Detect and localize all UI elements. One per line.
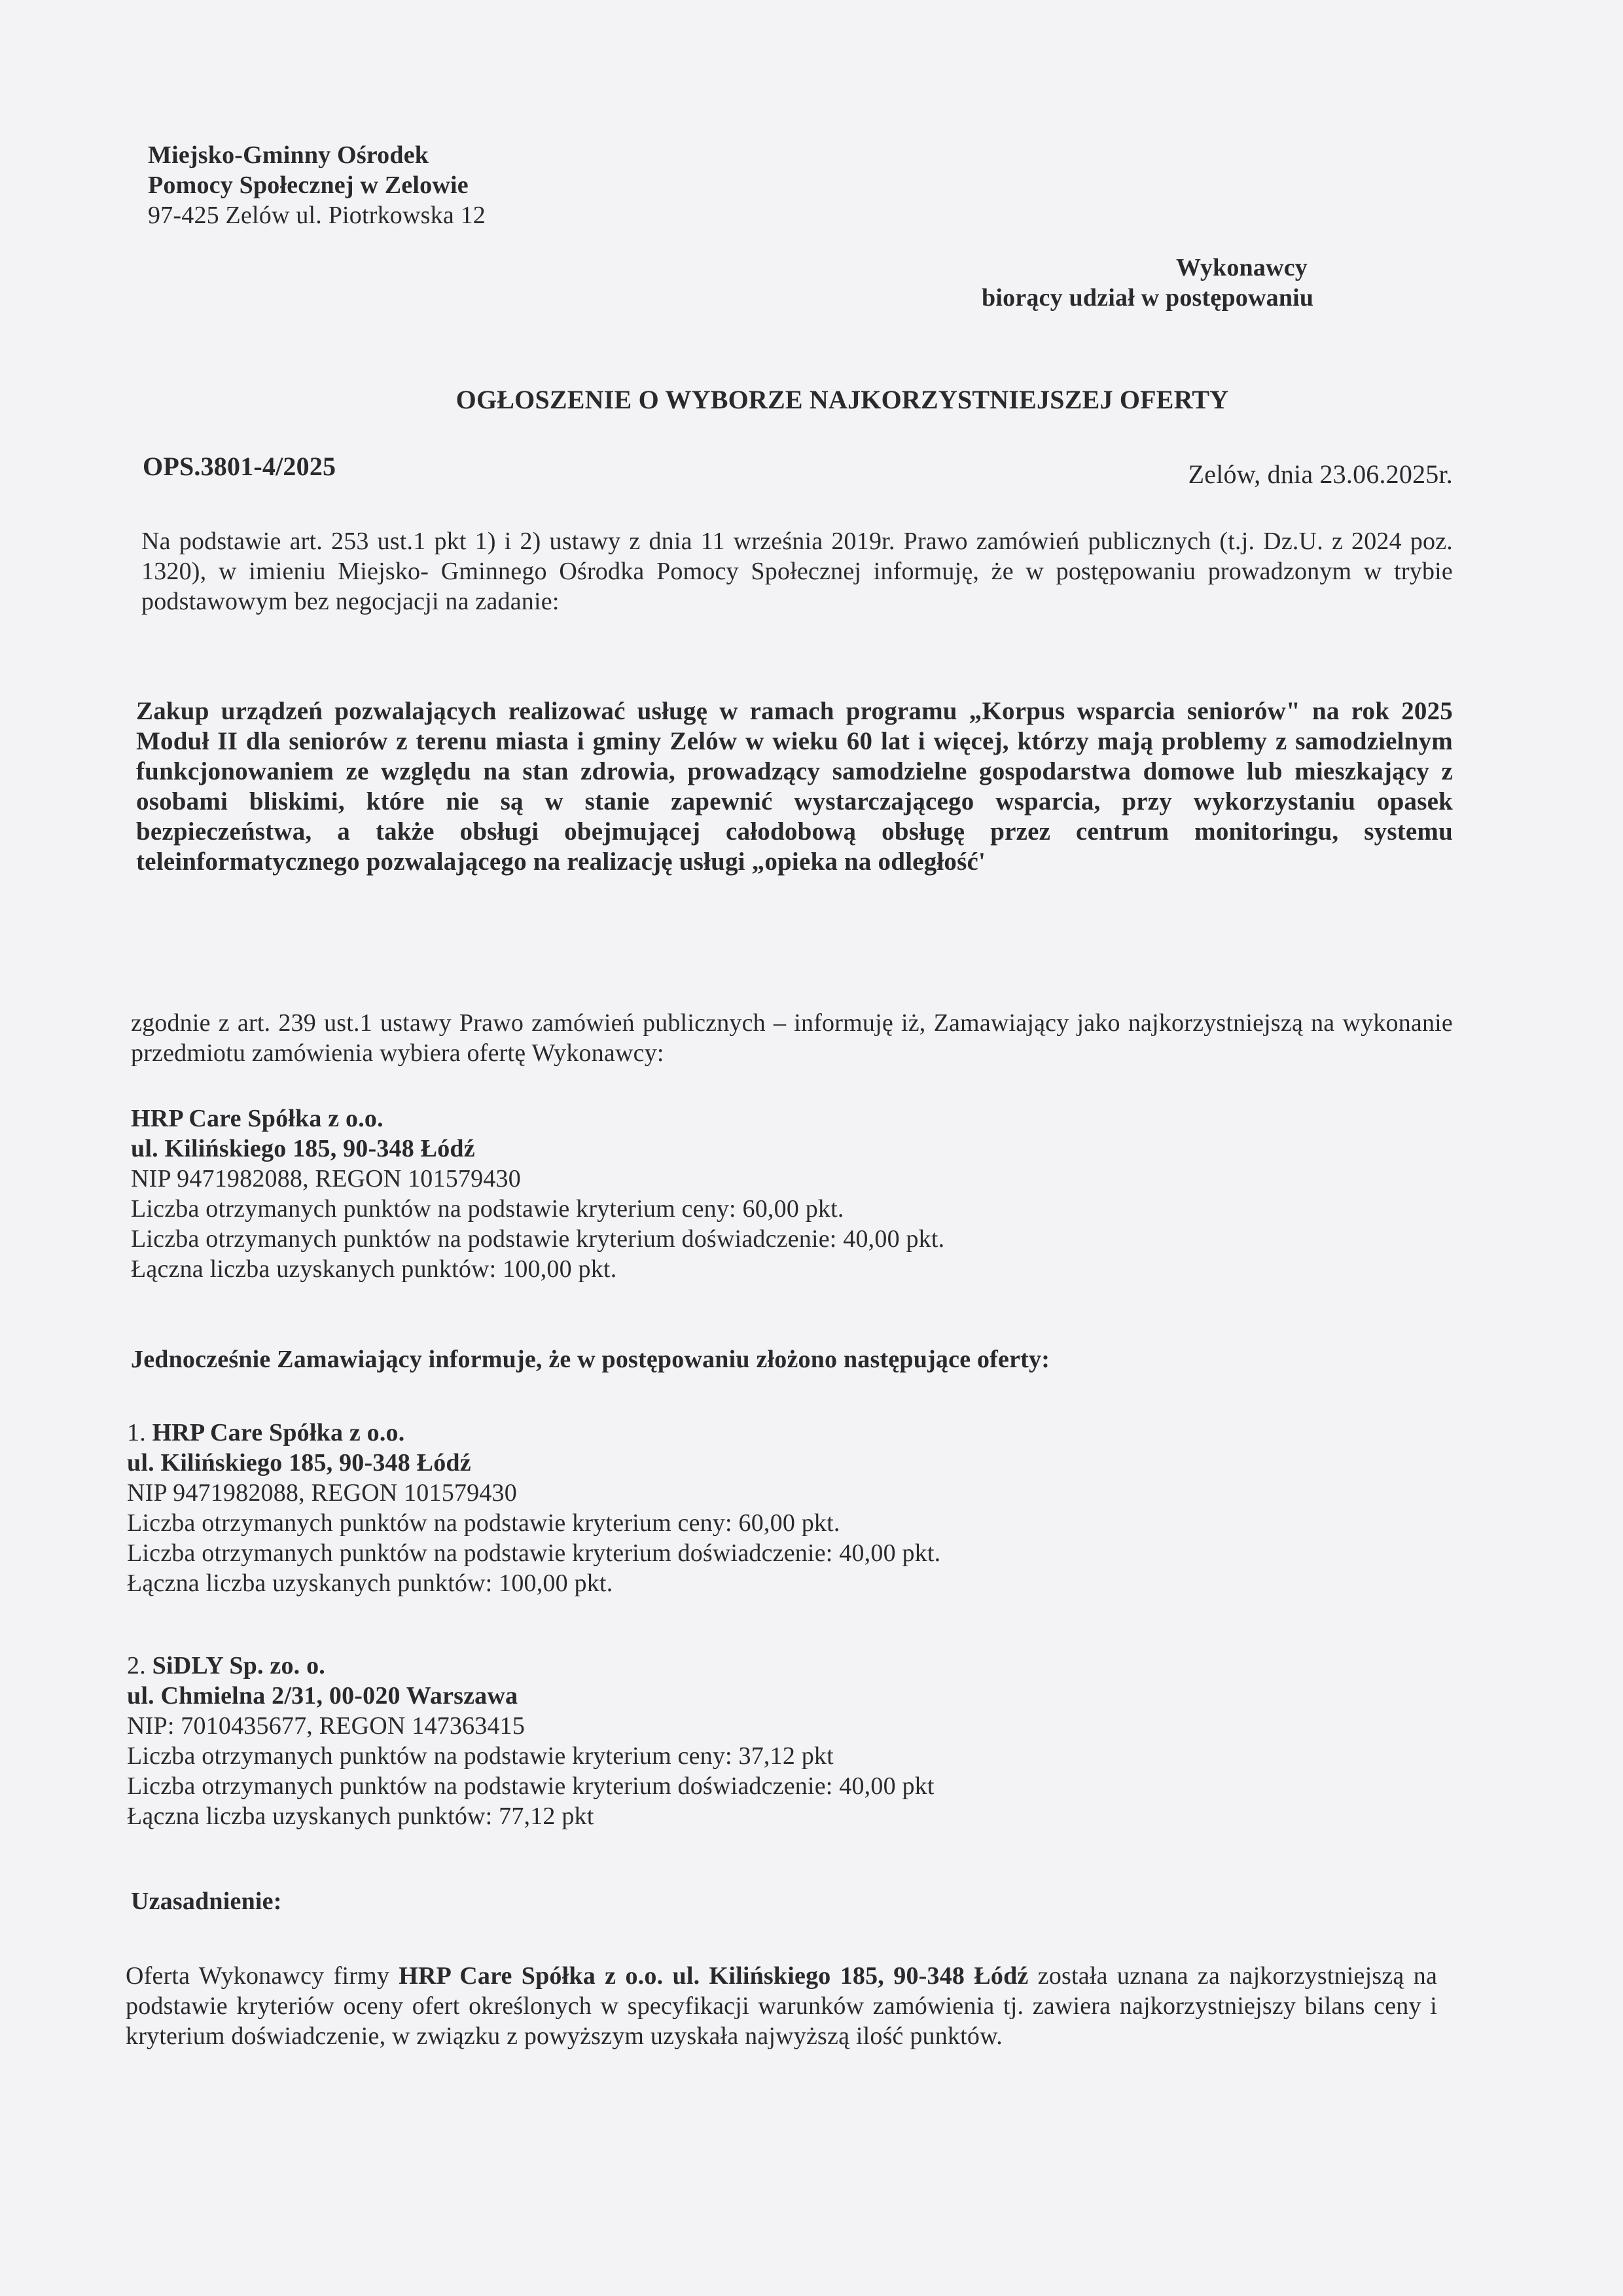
- offer-item-number: 2.: [127, 1652, 146, 1679]
- selected-offer-name: HRP Care Spółka z o.o.: [131, 1105, 383, 1132]
- intro-paragraph: Na podstawie art. 253 ust.1 pkt 1) i 2) ustawy z dnia 11 września 2019r. Prawo zamówień publicznych (t.j. Dz.U. z 2024 poz. 1320), w imieniu Miejsko- Gminnego Ośrodka Pomocy Społecznej informuję, że w postępowaniu prowadzonym w trybie podstawowym bez negocjacji na zadanie:: [141, 528, 1453, 615]
- offer-item-total-points: Łączna liczba uzyskanych punktów: 100,00 pkt.: [127, 1570, 613, 1597]
- offers-heading: Jednocześnie Zamawiający informuje, że w postępowaniu złożono następujące oferty:: [131, 1346, 1050, 1373]
- offer-item-price-points: Liczba otrzymanych punktów na podstawie kryterium ceny: 37,12 pkt: [127, 1742, 834, 1770]
- justification-heading: Uzasadnienie:: [131, 1888, 282, 1915]
- offer-item: [127, 1418, 1370, 1598]
- offer-item-address: ul. Kilińskiego 185, 90-348 Łódź: [127, 1449, 471, 1477]
- sender-name-line2: Pomocy Społecznej w Zelowie: [148, 171, 469, 199]
- offer-item-experience-points: Liczba otrzymanych punktów na podstawie kryterium doświadczenie: 40,00 pkt.: [127, 1539, 941, 1567]
- selected-offer-experience-points: Liczba otrzymanych punktów na podstawie kryterium doświadczenie: 40,00 pkt.: [131, 1225, 945, 1253]
- offer-item-name: HRP Care Spółka z o.o.: [152, 1419, 405, 1446]
- selected-offer-price-points: Liczba otrzymanych punktów na podstawie kryterium ceny: 60,00 pkt.: [131, 1195, 844, 1223]
- recipient-line1: Wykonawcy: [1176, 254, 1308, 281]
- selection-paragraph: zgodnie z art. 239 ust.1 ustawy Prawo zamówień publicznych – informuję iż, Zamawiający jako najkorzystniejszą na wykonanie przedmiotu zamówienia wybiera ofertę Wykonawcy:: [131, 1009, 1453, 1067]
- selected-offer-ids: NIP 9471982088, REGON 101579430: [131, 1165, 521, 1193]
- offer-item-number: 1.: [127, 1419, 146, 1446]
- justification-rest: została uznana za najkorzystniejszą na podstawie kryteriów oceny ofert określonych w specyfikacji warunków zamówienia tj. zawiera najkorzystniejszy bilans ceny i kryterium doświadczenie, w związku z powyższym uzyskała najwyższą ilość punktów.: [126, 1962, 1438, 2050]
- justification-company: HRP Care Spółka z o.o. ul. Kilińskiego 185, 90-348 Łódź: [399, 1962, 1029, 1990]
- offer-item: [127, 1651, 1370, 1831]
- case-signature: OPS.3801-4/2025: [143, 452, 336, 481]
- justification-paragraph: [126, 1961, 1437, 2051]
- offer-item-price-points: Liczba otrzymanych punktów na podstawie kryterium ceny: 60,00 pkt.: [127, 1509, 840, 1537]
- procurement-subject: Zakup urządzeń pozwalających realizować usługę w ramach programu „Korpus wsparcia seniorów" na rok 2025 Moduł II dla seniorów z terenu miasta i gminy Zelów w wieku 60 lat i więcej, którzy mają problemy z samodzielnym funkcjonowaniem ze względu na stan zdrowia, prowadzący samodzielne gospodarstwa domowe lub mieszkający z osobami bliskimi, które nie są w stanie zapewnić wystarczającego wsparcia, przy wykorzystaniu opasek bezpieczeństwa, a także obsługi obejmującej całodobową obsługę przez centrum monitoringu, systemu teleinformatycznego pozwalającego na realizację usługi „opieka na odległość': [136, 697, 1453, 876]
- selected-offer-total-points: Łączna liczba uzyskanych punktów: 100,00 pkt.: [131, 1255, 617, 1283]
- offer-item-title: [127, 1418, 1370, 1448]
- offer-item-ids: NIP: 7010435677, REGON 147363415: [127, 1712, 526, 1740]
- sender-block: [148, 140, 933, 230]
- document-date: Zelów, dnia 23.06.2025r.: [1188, 459, 1453, 489]
- offer-item-title: [127, 1651, 1370, 1681]
- offer-item-ids: NIP 9471982088, REGON 101579430: [127, 1479, 517, 1507]
- document-title: OGŁOSZENIE O WYBORZE NAJKORZYSTNIEJSZEJ OFERTY: [455, 385, 1229, 414]
- offer-item-experience-points: Liczba otrzymanych punktów na podstawie kryterium doświadczenie: 40,00 pkt: [127, 1772, 935, 1800]
- offer-item-name: SiDLY Sp. zo. o.: [152, 1652, 325, 1679]
- offer-item-total-points: Łączna liczba uzyskanych punktów: 77,12 pkt: [127, 1803, 594, 1830]
- justification-lead: Oferta Wykonawcy firmy: [126, 1962, 390, 1990]
- sender-address: 97-425 Zelów ul. Piotrkowska 12: [148, 202, 486, 229]
- recipient-block: [982, 253, 1314, 313]
- sender-name-line1: Miejsko-Gminny Ośrodek: [148, 141, 429, 169]
- selected-offer-address: ul. Kilińskiego 185, 90-348 Łódź: [131, 1135, 475, 1162]
- selected-offer-block: [131, 1103, 1374, 1284]
- recipient-line2: biorący udział w postępowaniu: [982, 284, 1314, 312]
- offer-item-address: ul. Chmielna 2/31, 00-020 Warszawa: [127, 1682, 518, 1710]
